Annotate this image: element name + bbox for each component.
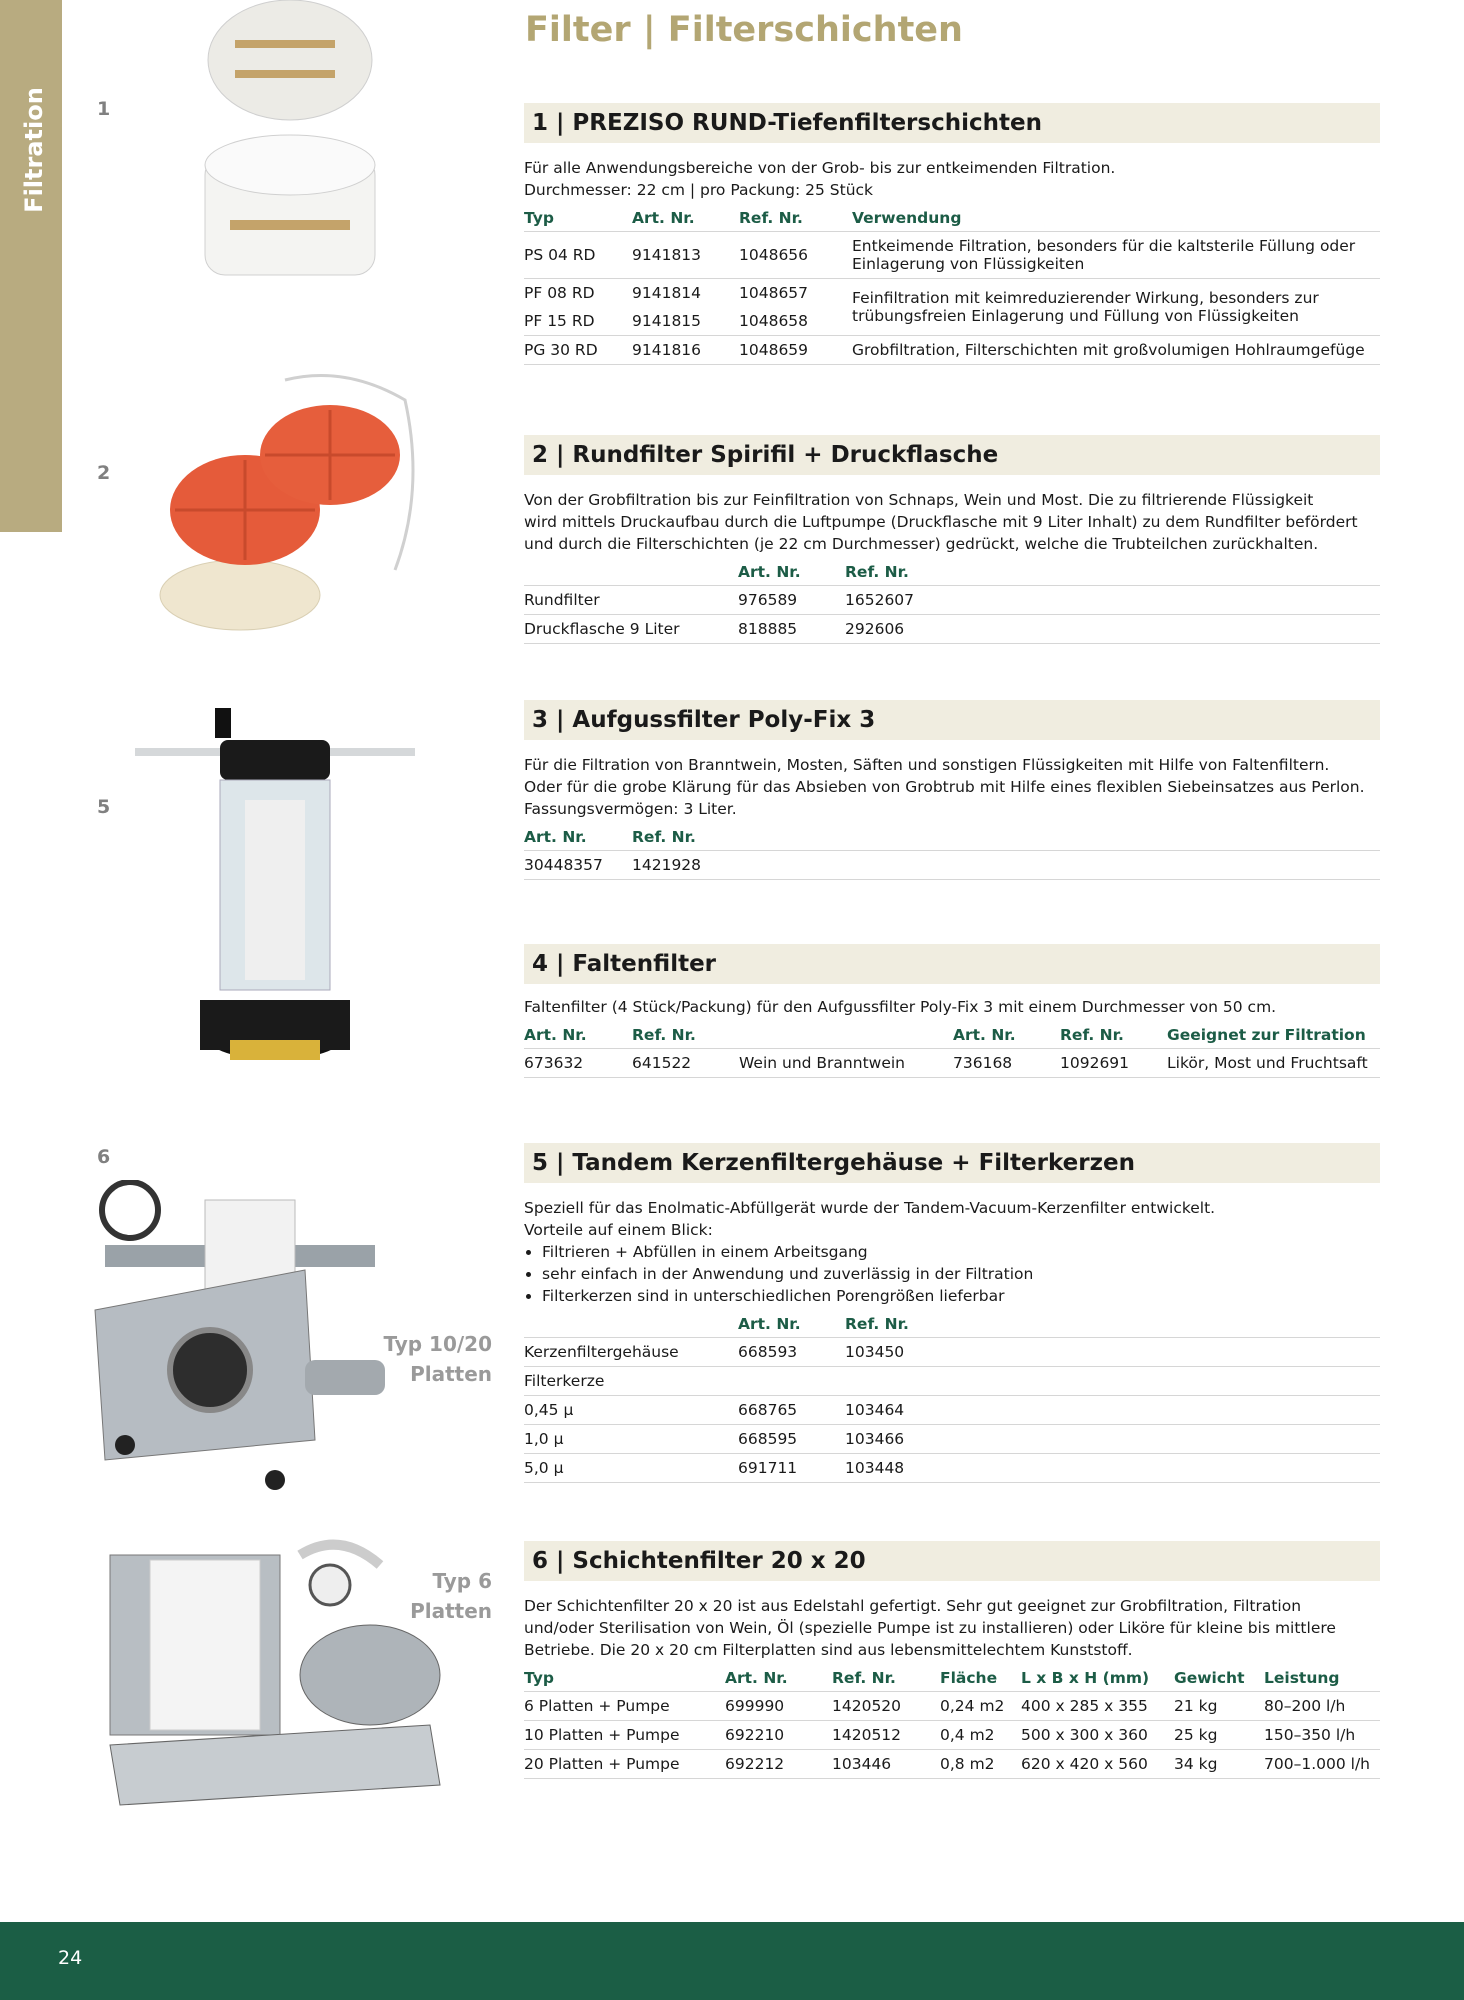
section-heading: 5 | Tandem Kerzenfiltergehäuse + Filterkerzen [524,1143,1380,1183]
table-row: PF 08 RD 9141814 1048657 Feinfiltration mit keimreduzierender Wirkung, besonders zur trübungsfreien Einlagerung und Füllung von Flüssigkeiten [524,279,1380,308]
candle-filter-image [85,1180,405,1510]
layer-filter-image [90,1535,450,1815]
table-row: 30448357 1421928 [524,851,1380,880]
section-schichtenfilter [524,1541,1380,1779]
polyfix-table: Art. Nr. Ref. Nr. 30448357 1421928 [524,824,1380,880]
section-heading: 1 | PREZISO RUND-Tiefenfilterschichten [524,103,1380,143]
section-description: Speziell für das Enolmatic-Abfüllgerät wurde der Tandem-Vacuum-Kerzenfilter entwickelt. Vorteile auf einem Blick: [524,1199,1216,1239]
section-heading: 6 | Schichtenfilter 20 x 20 [524,1541,1380,1581]
item-number-2: 2 [97,462,111,484]
table-row: 10 Platten + Pumpe 692210 1420512 0,4 m2 500 x 300 x 360 25 kg 150–350 l/h [524,1721,1380,1750]
infusion-filter-image [135,700,415,1100]
table-row: 0,45 µ 668765 103464 [524,1396,1380,1425]
faltenfilter-table: Art. Nr. Ref. Nr. Art. Nr. Ref. Nr. Geeignet zur Filtration 673632 641522 Wein und Branntwein 736168 1092691 Likör, Most und Fruchtsaft [524,1022,1380,1078]
preziso-table: Typ Art. Nr. Ref. Nr. Verwendung PS 04 RD 9141813 1048656 Entkeimende Filtration, besonders für die kaltsterile Füllung oder Einlagerung von Flüssigkeiten PF 08 RD 9141814 1048657 Feinfiltration mit keimreduzierender Wirkung, besonders zur trübungsfreien Einlagerung und Füllung von Flüssigkeiten PF 15 RD 9141815 1048658 PG 30 RD 9141816 1048659 Grobfiltration, Filterschichten mit großvolumigen Hohlraumgefüge [524,205,1380,365]
section-polyfix [524,700,1380,880]
rundfilter-table: Art. Nr. Ref. Nr. Rundfilter 976589 1652607 Druckflasche 9 Liter 818885 292606 [524,559,1380,644]
table-row: Rundfilter 976589 1652607 [524,586,1380,615]
section-description: Von der Grobfiltration bis zur Feinfiltration von Schnaps, Wein und Most. Die zu filtrierende Flüssigkeit wird mittels Druckaufbau durch die Luftpumpe (Druckflasche mit 9 Liter Inhalt) zu dem Rundfilter befördert und durch die Filterschichten (je 22 cm Durchmesser) gedrückt, welche die Trubteilchen zurückhalten. [524,491,1358,553]
advantages-list [524,1241,1380,1307]
item-number-1: 1 [97,98,111,120]
table-row: 6 Platten + Pumpe 699990 1420520 0,24 m2 400 x 285 x 355 21 kg 80–200 l/h [524,1692,1380,1721]
page-title: Filter | Filterschichten [525,10,963,50]
section-description: Faltenfilter (4 Stück/Packung) für den Aufgussfilter Poly-Fix 3 mit einem Durchmesser von 50 cm. [524,998,1277,1016]
item-number-6: 6 [97,1146,111,1168]
list-item: • sehr einfach in der Anwendung und zuverlässig in der Filtration [542,1263,1380,1285]
page-number: 24 [58,1947,83,1969]
sidebar-label: Filtration [20,87,48,213]
table-row: Filterkerze [524,1367,1380,1396]
typ-label-1: Typ 10/20 Platten [383,1332,492,1386]
page-footer [0,1922,1464,2000]
section-faltenfilter [524,944,1380,1078]
table-row: Druckflasche 9 Liter 818885 292606 [524,615,1380,644]
sidebar-tab [0,0,62,532]
item-number-5: 5 [97,796,111,818]
filter-layers-package-image [195,0,385,300]
section-heading: 2 | Rundfilter Spirifil + Druckflasche [524,435,1380,475]
table-row: 20 Platten + Pumpe 692212 103446 0,8 m2 620 x 420 x 560 34 kg 700–1.000 l/h [524,1750,1380,1779]
section-rundfilter [524,435,1380,644]
section-description: Für alle Anwendungsbereiche von der Grob- bis zur entkeimenden Filtration. Durchmesser: 22 cm | pro Packung: 25 Stück [524,159,1116,199]
section-preziso [524,103,1380,365]
section-tandem [524,1143,1380,1483]
round-filter-image [145,370,425,640]
list-item: • Filterkerzen sind in unterschiedlichen Porengrößen lieferbar [542,1285,1380,1307]
table-row: 673632 641522 Wein und Branntwein 736168 1092691 Likör, Most und Fruchtsaft [524,1049,1380,1078]
schichtenfilter-table: Typ Art. Nr. Ref. Nr. Fläche L x B x H (mm) Gewicht Leistung 6 Platten + Pumpe 699990 1420520 0,24 m2 400 x 285 x 355 21 kg 80–200 l/h 10 Platten + Pumpe 692210 1420512 0,4 m2 500 x 300 x 360 25 kg 150–350 l/h 20 Platten + Pumpe 692212 103446 0,8 m2 620 x 420 x 560 34 kg 700–1.000 l/h [524,1665,1380,1779]
section-heading: 4 | Faltenfilter [524,944,1380,984]
table-row: Kerzenfiltergehäuse 668593 103450 [524,1338,1380,1367]
section-heading: 3 | Aufgussfilter Poly-Fix 3 [524,700,1380,740]
tandem-table: Art. Nr. Ref. Nr. Kerzenfiltergehäuse 668593 103450 Filterkerze 0,45 µ 668765 103464 1,0 µ 668595 103466 5,0 µ 691711 103448 [524,1311,1380,1483]
section-description: Der Schichtenfilter 20 x 20 ist aus Edelstahl gefertigt. Sehr gut geeignet zur Grobfiltration, Filtration und/oder Sterilisation von Wein, Öl (spezielle Pumpe ist zu installieren) oder Liköre für kleine bis mittlere Betriebe. Die 20 x 20 cm Filterplatten sind aus lebensmittelechtem Kunststoff. [524,1597,1336,1659]
typ-label-2: Typ 6 Platten [410,1569,492,1623]
table-row: PG 30 RD 9141816 1048659 Grobfiltration, Filterschichten mit großvolumigen Hohlraumgefüge [524,336,1380,365]
section-description: Für die Filtration von Branntwein, Mosten, Säften und sonstigen Flüssigkeiten mit Hilfe von Faltenfiltern. Oder für die grobe Klärung für das Absieben von Grobtrub mit Hilfe eines flexiblen Siebeinsatzes aus Perlon. Fassungsvermögen: 3 Liter. [524,756,1365,818]
table-row: PS 04 RD 9141813 1048656 Entkeimende Filtration, besonders für die kaltsterile Füllung oder Einlagerung von Flüssigkeiten [524,232,1380,279]
table-row: PF 15 RD 9141815 1048658 [524,307,1380,336]
table-row: 1,0 µ 668595 103466 [524,1425,1380,1454]
table-row: 5,0 µ 691711 103448 [524,1454,1380,1483]
list-item: • Filtrieren + Abfüllen in einem Arbeitsgang [542,1241,1380,1263]
